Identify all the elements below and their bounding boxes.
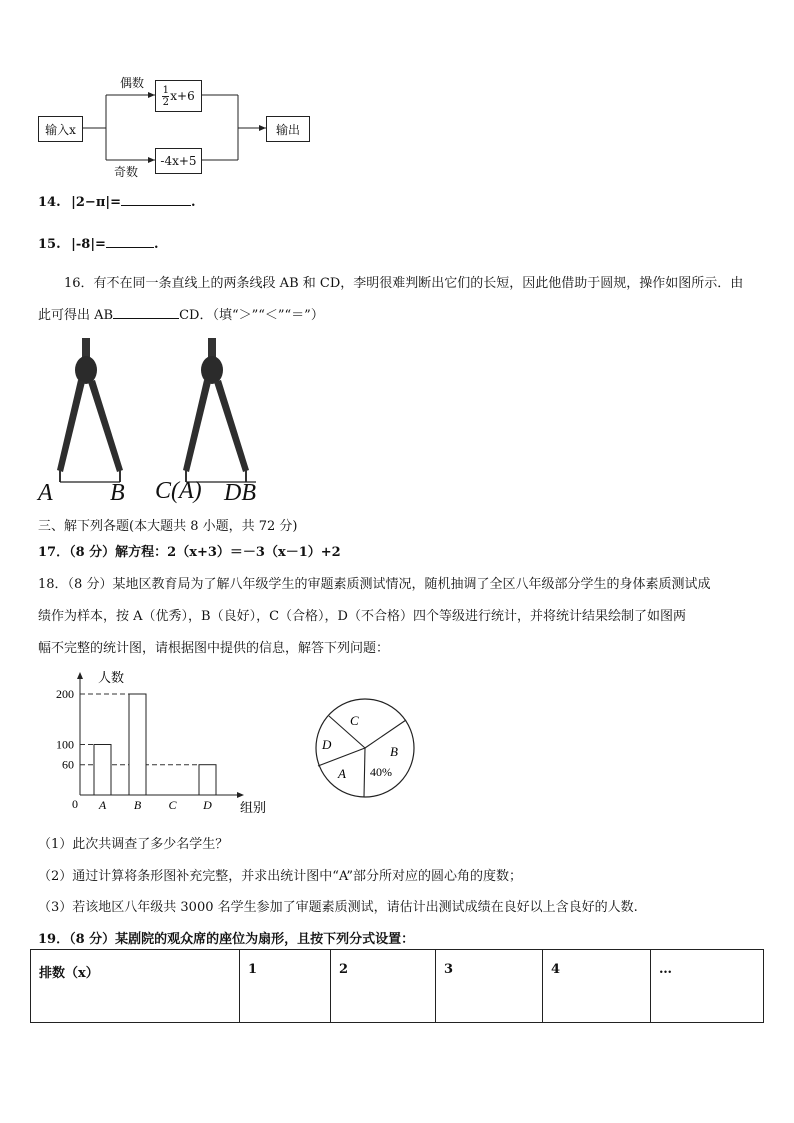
- question-16-line1: 16．有不在同一条直线上的两条线段 AB 和 CD，李明很难判断出它们的长短，因此他借助于圆规，操作如图所示．由: [64, 276, 744, 291]
- chart-y-tick-label: 100: [56, 737, 74, 752]
- question-tail: .: [190, 195, 196, 210]
- table-header-cell: 排数（x）: [31, 950, 240, 1023]
- flowchart-input-box: [38, 116, 83, 142]
- question-19: 19．（8 分）某剧院的观众席的座位为扇形，且按下列分式设置：: [38, 932, 415, 947]
- chart-x-tick-label: D: [203, 798, 212, 812]
- chart-y-tick-label: 200: [56, 687, 74, 701]
- flowchart-odd-label: 奇数: [114, 165, 139, 179]
- compass-left: [57, 338, 123, 482]
- even-expression: x+6: [170, 89, 195, 103]
- question-16-line2-pre: 此可得出 AB: [38, 308, 114, 323]
- table-header-cell: …: [651, 950, 764, 1023]
- question-14: [38, 193, 196, 210]
- pie-slice-b-percent: 40%: [370, 765, 392, 779]
- chart-bar: [94, 745, 111, 796]
- flowchart-input-label: 输入x: [45, 122, 76, 137]
- question-15: [38, 235, 158, 252]
- answer-blank: [106, 235, 154, 248]
- pie-slice-a-label: A: [338, 766, 346, 781]
- table-header-cell: 4: [543, 950, 651, 1023]
- compass-label-a: A: [38, 480, 53, 506]
- chart-bar: [129, 694, 146, 795]
- flowchart-even-box: [155, 80, 202, 112]
- question-18-sub1: （1）此次共调查了多少名学生？: [38, 837, 229, 852]
- compass-right: [183, 338, 256, 482]
- question-17: 17．（8 分）解方程：2（x+3）＝－3（x－1）+2: [38, 545, 341, 560]
- flowchart-output-label: 输出: [275, 122, 300, 137]
- question-number: 14.: [38, 195, 61, 210]
- table-row: [31, 950, 764, 1023]
- flowchart-odd-box: [155, 148, 202, 174]
- table-header-cell: 1: [240, 950, 331, 1023]
- answer-blank: [113, 306, 179, 319]
- fraction-denominator: 2: [162, 96, 169, 108]
- chart-xlabel: 组别: [240, 800, 267, 815]
- section-3-title: 三、解下列各题(本大题共 8 小题，共 72 分): [38, 519, 298, 534]
- chart-x-tick-label: C: [168, 798, 177, 812]
- compass-label-ca: C(A): [155, 478, 202, 504]
- chart-x-tick-label: A: [98, 798, 107, 812]
- question-18-line3: 幅不完整的统计图，请根据图中提供的信息，解答下列问题：: [38, 641, 390, 656]
- chart-x-tick-label: B: [133, 798, 142, 812]
- chart-bar: [199, 765, 216, 795]
- question-16-line2-post: CD．（填“＞”“＜”“＝”）: [179, 308, 324, 323]
- chart-ylabel: 人数: [98, 670, 125, 685]
- seating-table: [30, 949, 764, 1023]
- question-18-line2: 绩作为样本，按 A（优秀），B（良好），C（合格），D（不合格）四个等级进行统计，并将统计结果绘制了如图两: [38, 609, 686, 624]
- answer-blank: [121, 193, 191, 206]
- fraction: [162, 85, 169, 108]
- bar-chart: [40, 662, 290, 822]
- chart-y-tick-label: 60: [62, 757, 74, 772]
- question-18-sub3: （3）若该地区八年级共 3000 名学生参加了审题素质测试，请估计出测试成绩在良好以上含良好的人数.: [38, 900, 638, 915]
- question-18-sub2: （2）通过计算将条形图补充完整，并求出统计图中“A”部分所对应的圆心角的度数；: [38, 869, 523, 884]
- question-expression: |2−π|=: [71, 195, 121, 210]
- question-16-line2: [38, 304, 324, 323]
- question-number: 15.: [38, 237, 61, 252]
- question-expression: |-8|=: [71, 237, 106, 252]
- flowchart-even-label: 偶数: [120, 76, 145, 90]
- table-header-cell: 3: [436, 950, 543, 1023]
- pie-slice-d-label: D: [322, 737, 332, 752]
- question-18-line1: 18．（8 分）某地区教育局为了解八年级学生的审题素质测试情况，随机抽调了全区八年级部分学生的身体素质测试成: [38, 577, 711, 592]
- chart-origin-label: 0: [72, 797, 78, 811]
- pie-chart: [310, 698, 420, 804]
- pie-slice-b-label: B: [390, 744, 398, 759]
- question-tail: .: [153, 237, 159, 252]
- chart-x-axis-arrow: [237, 792, 244, 798]
- pie-slice-c-label: C: [350, 713, 359, 728]
- compass-label-b: B: [110, 480, 125, 506]
- compass-label-db: DB: [224, 480, 256, 506]
- table-header-cell: 2: [331, 950, 436, 1023]
- odd-expression: -4x+5: [160, 154, 197, 168]
- fraction-numerator: 1: [162, 84, 169, 96]
- chart-y-axis-arrow: [77, 672, 83, 679]
- flowchart-output-box: [266, 116, 310, 142]
